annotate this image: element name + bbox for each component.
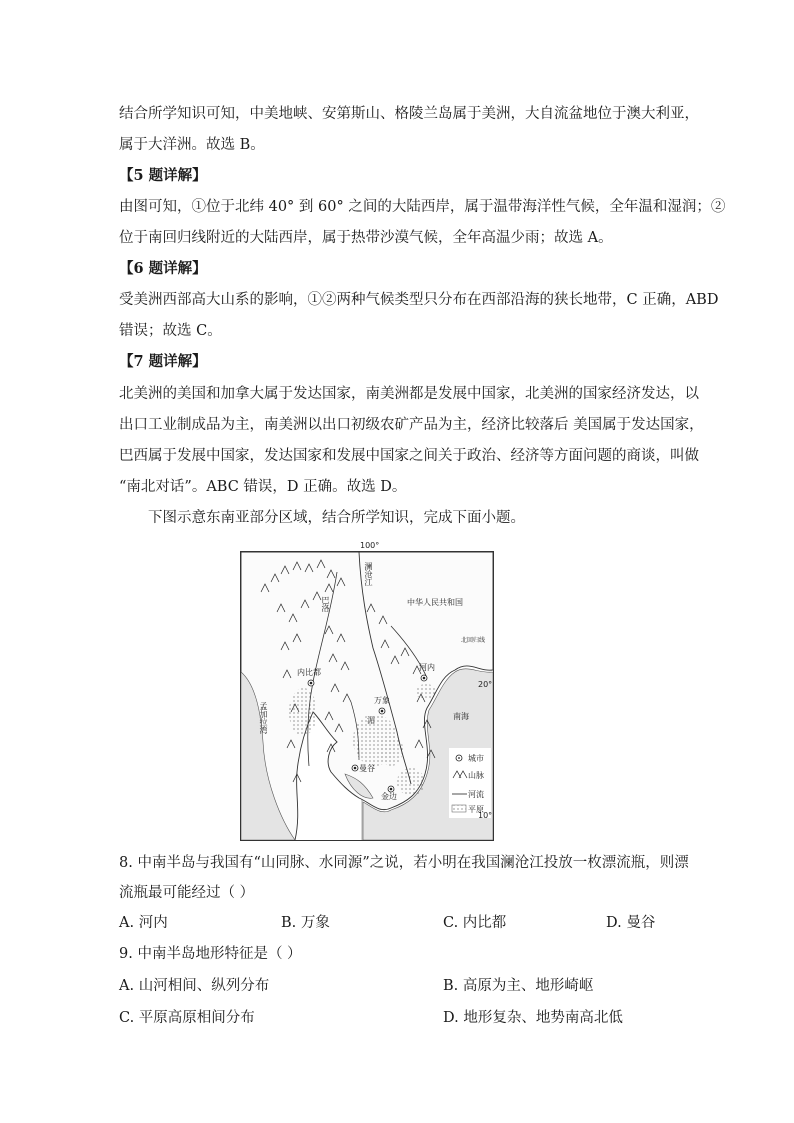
text-line-5: 受美洲西部高大山系的影响，①②两种气候类型只分布在西部沿海的狭长地带，C 正确，ABD bbox=[119, 292, 719, 308]
map-label-bay: 孟加拉湾 bbox=[259, 702, 268, 734]
map-longitude-label: 100° bbox=[360, 541, 380, 550]
city-vientiane: 万象 bbox=[374, 696, 390, 705]
map-label-river: 湄 bbox=[367, 716, 375, 725]
city-naypyidaw: 内比都 bbox=[297, 668, 321, 677]
legend-river-label: 河流 bbox=[468, 790, 484, 799]
q8-option-d[interactable]: D. 曼谷 bbox=[606, 915, 656, 931]
map-label-mountains: 巴洛 bbox=[321, 596, 330, 612]
text-line-7: 北美洲的美国和加拿大属于发达国家，南美洲都是发展中国家，北美洲的国家经济发达，以 bbox=[119, 386, 699, 402]
map-lat10-label: 10° bbox=[478, 811, 493, 820]
question-8-line-1: 8. 中南半岛与我国有“山同脉、水同源”之说，若小明在我国澜沧江投放一枚漂流瓶，则漂 bbox=[119, 855, 689, 871]
text-line-3: 由图可知，①位于北纬 40° 到 60° 之间的大陆西岸，属于温带海洋性气候，全年温和湿润；② bbox=[119, 199, 726, 215]
q8-option-b[interactable]: B. 万象 bbox=[281, 915, 330, 931]
heading-q6: 【6 题详解】 bbox=[119, 260, 207, 277]
q9-option-b[interactable]: B. 高原为主、地形崎岖 bbox=[443, 978, 594, 994]
map-label-south-sea: 南海 bbox=[453, 712, 469, 721]
legend-mountain-label: 山脉 bbox=[468, 771, 484, 780]
q8-option-a[interactable]: A. 河内 bbox=[119, 915, 168, 931]
legend-plain-label: 平原 bbox=[468, 805, 484, 814]
map-intro: 下图示意东南亚部分区域，结合所学知识，完成下面小题。 bbox=[148, 510, 525, 526]
text-line-1: 结合所学知识可知，中美地峡、安第斯山、格陵兰岛属于美洲，大自流盆地位于澳大利亚， bbox=[119, 106, 699, 122]
city-bangkok: 曼谷 bbox=[359, 764, 375, 773]
text-line-9: 巴西属于发展中国家，发达国家和发展中国家之间关于政治、经济等方面问题的商谈，叫做 bbox=[119, 448, 699, 464]
heading-q7: 【7 题详解】 bbox=[119, 353, 207, 370]
q8-option-c[interactable]: C. 内比都 bbox=[443, 915, 507, 931]
q9-option-c[interactable]: C. 平原高原相间分布 bbox=[119, 1010, 255, 1026]
text-line-6: 错误；故选 C。 bbox=[119, 323, 222, 339]
question-8-line-2: 流瓶最可能经过（ ） bbox=[119, 885, 255, 901]
city-phnom-penh: 金边 bbox=[381, 792, 397, 801]
southeast-asia-map bbox=[240, 551, 494, 841]
text-line-8: 出口工业制成品为主，南美洲以出口初级农矿产品为主，经济比较落后 美国属于发达国家， bbox=[119, 417, 704, 433]
heading-q5: 【5 题详解】 bbox=[119, 167, 207, 184]
map-label-china: 中华人民共和国 bbox=[407, 598, 463, 607]
legend-city-label: 城市 bbox=[468, 754, 484, 763]
map-label-tropic: 北回归线 bbox=[461, 637, 486, 644]
city-hanoi: 河内 bbox=[419, 663, 435, 672]
text-line-10: “南北对话”。ABC 错误，D 正确。故选 D。 bbox=[119, 479, 407, 495]
q9-option-d[interactable]: D. 地形复杂、地势南高北低 bbox=[443, 1010, 623, 1026]
q9-option-a[interactable]: A. 山河相间、纵列分布 bbox=[119, 978, 270, 994]
map-label-lancang-river: 澜沧江 bbox=[364, 562, 373, 586]
question-9: 9. 中南半岛地形特征是（ ） bbox=[119, 946, 302, 962]
map-lat20-label: 20° bbox=[478, 680, 493, 689]
text-line-2: 属于大洋洲。故选 B。 bbox=[119, 137, 265, 153]
text-line-4: 位于南回归线附近的大陆西岸，属于热带沙漠气候，全年高温少雨；故选 A。 bbox=[119, 230, 613, 246]
